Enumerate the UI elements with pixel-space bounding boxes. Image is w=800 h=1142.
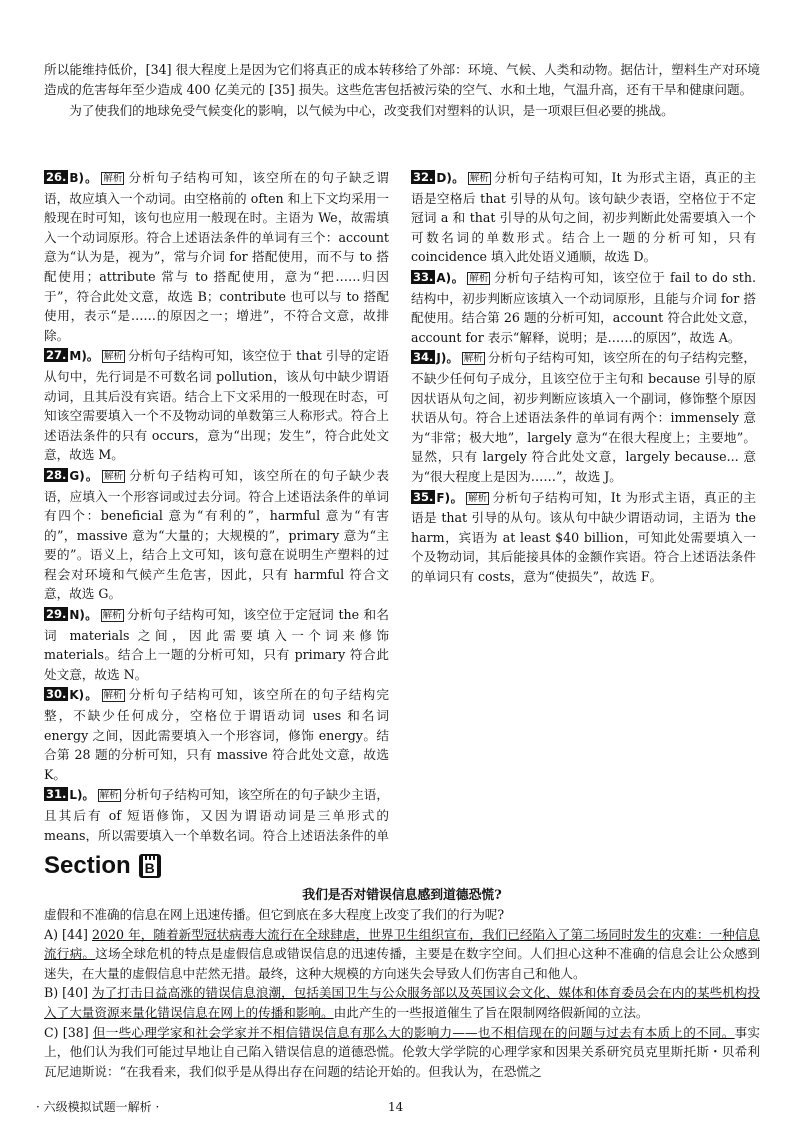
explanation-item [411, 488, 756, 587]
answer-letter: K)。 [69, 688, 99, 703]
explanation-text: 分析句子结构可知，该空位于 fail to do sth. 结构中，初步判断应该填入一个动词原形，且能与介词 for 搭配使用。结合第 26 题的分析可知，account 符合此处文意，account for 表示“解释，说明；是……的原因”，故选 A。 [411, 269, 756, 345]
page-number: 14 [388, 1100, 404, 1114]
explanation-text: 分析句子结构可知，It 为形式主语，真正的主语是 that 引导的从句。该从句中缺少谓语动词，主语为 the harm，宾语为 at least $40 billion，可知此处需要填入一个及物动词，其后能接具体的金额作宾语。符合上述语法条件的单词只有 costs，意为“使损失”，故选 F。 [411, 489, 756, 584]
explanation-item [44, 346, 389, 465]
explanation-item [411, 168, 756, 267]
question-number: 27. [46, 348, 67, 363]
analysis-tag: 解析 [463, 353, 483, 365]
explanation-text: 分析句子结构可知，该空所在的句子结构完整，不缺少任何句子成分，且该空位于主句和 because 引导的原因状语从句之间，初步判断应该填入一个副词，修饰整个原因状语从句。符合上述语法条件的单词有两个：immensely 意为“非常；极大地”，largely 意为“在很大程度上；主要地”。显然，只有 largely 符合此处文意，largely because... 意为“很大程度上是因为……”，故选 J。 [411, 350, 756, 484]
explanation-text: 分析句子结构可知，It 为形式主语，真正的主语是空格后 that 引导的从句。该句缺少表语，空格位于不定冠词 a 和 that 引导的从句之间，初步判断此处需要填入一个可数名词的单数形式。结合上一题的分析可知，只有 coincidence 填入此处语义通顺，故选 D。 [411, 170, 756, 265]
answer-letter: B)。 [69, 171, 99, 185]
answer-letter: G)。 [69, 468, 99, 483]
analysis-tag: 解析 [103, 351, 123, 363]
right-column [411, 168, 756, 842]
intro-paragraph-1: 所以能维持低价，[34] 很大程度上是因为它们将真正的成本转移给了外部：环境、气候、人类和动物。据估计，塑料生产对环境造成的危害每年至少造成 400 亿美元的 [35] 损失。这些危害包括被污染的空气、水和土地，气温升高，还有干旱和健康问题。 [44, 62, 760, 97]
paragraph-b [44, 983, 760, 1022]
explanation-item [411, 348, 756, 486]
paragraph-a [44, 925, 760, 984]
explanation-item [44, 685, 389, 784]
question-number: 33. [413, 269, 434, 284]
explanation-item [44, 168, 389, 345]
paragraph-a-underlined: 2020 年，随着新型冠状病毒大流行在全球肆虐，世界卫生组织宣布，我们已经陷入了第二场同时发生的灾难：一种信息流行病。 [44, 926, 760, 962]
intro-paragraph-2: 为了使我们的地球免受气候变化的影响，以气候为中心，改变我们对塑料的认识，是一项艰巨但必要的挑战。 [69, 103, 674, 119]
question-number: 31. [46, 787, 67, 802]
answer-letter: J)。 [436, 351, 459, 366]
explanation-item [44, 466, 389, 604]
left-column [44, 168, 389, 842]
explanation-text: 分析句子结构可知，该空所在的句子缺少主语，且其后有 of 短语修饰，又因为谓语动词是三单形式的 means，所以需要填入一个单数名词。符合上述语法条件的单 [44, 787, 389, 842]
question-number: 34. [413, 350, 434, 365]
paragraph-a-rest: 这场全球危机的特点是虚假信息或错误信息的迅速传播，主要是在数字空间。人们担心这种不准确的信息会让公众感到迷失，在大量的虚假信息中茫然无措。最终，这种大规模的方向迷失会导致人们伤害自己和他人。 [44, 946, 761, 981]
question-number: 32. [413, 170, 434, 184]
analysis-tag: 解析 [102, 610, 122, 622]
question-number: 29. [46, 607, 67, 622]
passage-body [44, 905, 760, 1081]
explanation-text: 分析句子结构可知，该空位于 that 引导的定语从句中，先行词是不可数名词 pollution，该从句中缺少谓语动词，且其后没有宾语。结合上下文采用的一般现在时态，可知该空需要填入一个不及物动词的单数第三人称形式。符合上述语法条件的只有 occurs，意为“出现；发生”，符合此处文意，故选 M。 [44, 348, 389, 463]
explanation-text: 分析句子结构可知，该空位于定冠词 the 和名词 materials 之间，因此需要填入一个词来修饰 materials。结合上一题的分析可知，只有 primary 符合此处文意，故选 N。 [44, 607, 389, 682]
paragraph-c-underlined: 但一些心理学家和社会学家并不相信错误信息有那么大的影响力——也不相信现在的问题与过去有本质上的不同。 [92, 1024, 735, 1040]
answer-letter: M)。 [69, 349, 99, 364]
answer-letter: F)。 [436, 490, 464, 505]
analysis-tag: 解析 [99, 790, 119, 802]
footer-label: · 六级模拟试题一解析 · [36, 1100, 160, 1114]
paragraph-b-underlined: 为了打击日益高涨的错误信息浪潮，包括美国卫生与公众服务部以及英国议会文化、媒体和体育委员会在内的某些机构投入了大量资源来量化错误信息在网上的传播和影响。 [44, 985, 760, 1020]
explanation-item [411, 268, 756, 347]
intro-passage [44, 60, 760, 121]
question-number: 30. [46, 687, 67, 702]
section-heading [44, 850, 161, 882]
explanation-text: 分析句子结构可知，该空所在的句子缺少表语，应填入一个形容词或过去分词。符合上述语法条件的单词有四个：beneficial 意为“有利的”，harmful 意为“有害的”，massive 意为“大量的；大规模的”，primary 意为“主要的”。语义上，结合上文可知，该句意在说明生产塑料的过程会对环境和气候产生危害，因此，只有 harmful 符合文意，故选 G。 [44, 467, 389, 602]
paragraph-b-label: B) [40] [44, 985, 93, 1001]
question-number: 28. [46, 467, 67, 482]
paragraph-c-rest: 事实上，他们认为我们可能过早地让自己陷入错误信息的道德恐慌。伦敦大学学院的心理学家和因果关系研究员克里斯托斯・贝希利瓦尼迪斯说：“在我看来，我们似乎是从得出存在问题的结论开始的。但我认为，在恐慌之 [44, 1024, 761, 1079]
passage-title: 我们是否对错误信息感到道德恐慌? [302, 888, 502, 903]
paragraph-c [44, 1023, 760, 1082]
explanation-text: 分析句子结构可知，该空所在的句子结构完整，不缺少任何成分，空格位于谓语动词 uses 和名词 energy 之间，因此需要填入一个形容词，修饰 energy。结合第 28 题的分析可知，只有 massive 符合此处文意，故选 K。 [44, 687, 389, 782]
passage-intro: 虚假和不准确的信息在网上迅速传播。但它到底在多大程度上改变了我们的行为呢? [44, 907, 505, 922]
paragraph-c-label: C) [38] [44, 1024, 93, 1040]
analysis-tag: 解析 [103, 173, 123, 184]
section-badge [139, 854, 161, 878]
analysis-tag: 解析 [468, 492, 488, 504]
answer-explanations [44, 168, 756, 842]
section-title: Section [44, 852, 131, 880]
paragraph-a-label: A) [44] [44, 926, 92, 942]
answer-letter: A)。 [436, 270, 465, 285]
answer-letter: D)。 [436, 171, 465, 185]
explanation-item [44, 605, 389, 684]
paragraph-b-rest: 由此产生的一些报道催生了旨在限制网络假新闻的立法。 [333, 1004, 649, 1020]
answer-letter: L)。 [69, 788, 95, 803]
answer-letter: N)。 [69, 608, 98, 623]
analysis-tag: 解析 [469, 272, 489, 284]
explanation-item [44, 785, 389, 842]
analysis-tag: 解析 [103, 690, 123, 702]
explanation-text: 分析句子结构可知，该空所在的句子缺乏谓语，故应填入一个动词。由空格前的 often 和上下文均采用一般现在时可知，该句也应用一般现在时。主语为 We，故需填入一个动词原形。符合上述语法条件的单词有三个：account 意为“认为是，视为”，常与介词 for 搭配使用，而不与 to 搭配使用；attribute 常与 to 搭配使用，意为“把……归因于”，符合此处文意，故选 B；contribute 也可以与 to 搭配使用，表示“是……的原因之一；增进”，不符合文意，故排除。 [44, 170, 389, 343]
question-number: 35. [413, 489, 434, 504]
section-badge-letter: B [144, 860, 155, 876]
analysis-tag: 解析 [469, 173, 489, 184]
question-number: 26. [46, 170, 67, 184]
analysis-tag: 解析 [104, 470, 124, 482]
